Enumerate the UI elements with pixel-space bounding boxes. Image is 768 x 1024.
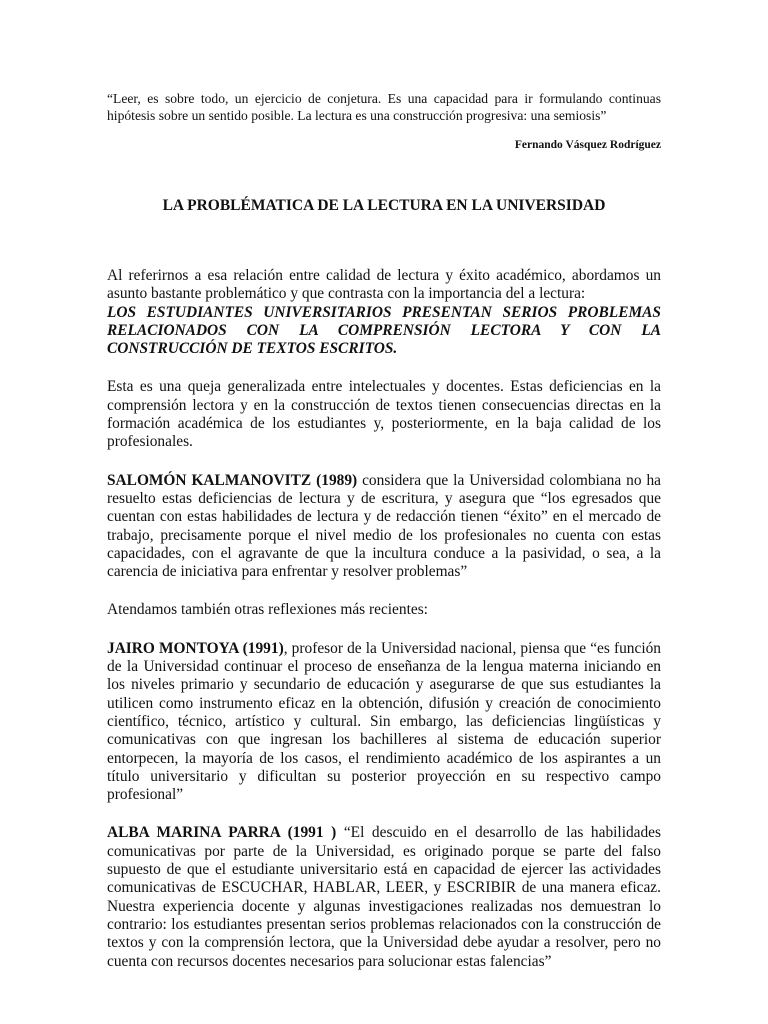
transition-paragraph: Atendamos también otras reflexiones más recientes:	[107, 601, 428, 619]
montoya-paragraph	[107, 640, 661, 805]
parra-paragraph	[107, 824, 661, 970]
epigraph-quote: “Leer, es sobre todo, un ejercicio de conjetura. Es una capacidad para ir formulando continuas hipótesis sobre un sentido posible. La lectura es una construcción progresiva: una semiosis”	[107, 91, 661, 123]
intro-paragraph: Al referirnos a esa relación entre calidad de lectura y éxito académico, abordamos un asunto bastante problemático y que contrasta con la importancia del a lectura:	[107, 267, 661, 303]
parra-text: “El descuido en el desarrollo de las habilidades comunicativas por parte de la Universidad, es originado porque se parte del falso supuesto de que el estudiante universitario está en capacidad de ejercer las actividades comunicativas de ESCUCHAR, HABLAR, LEER, y ESCRIBIR de una manera eficaz. Nuestra experiencia docente y algunas investigaciones realizadas nos demuestran lo contrario: los estudiantes presentan serios problemas relacionados con la construcción de textos y con la comprensión lectora, que la Universidad debe ayudar a resolver, pero no cuenta con recursos docentes necesarios para solucionar estas falencias”	[107, 824, 662, 970]
thesis-statement: LOS ESTUDIANTES UNIVERSITARIOS PRESENTAN SERIOS PROBLEMAS RELACIONADOS CON LA COMPRENSIÓN LECTORA Y CON LA CONSTRUCCIÓN DE TEXTOS ESCRITOS.	[107, 303, 661, 358]
kalmanovitz-name: SALOMÓN KALMANOVITZ (1989)	[107, 471, 358, 489]
complaint-paragraph: Esta es una queja generalizada entre intelectuales y docentes. Estas deficiencias en la comprensión lectora y en la construcción de textos tienen consecuencias directas en la formación académica de los estudiantes y, posteriormente, en la baja calidad de los profesionales.	[107, 378, 661, 451]
document-title: LA PROBLÉMATICA DE LA LECTURA EN LA UNIVERSIDAD	[162, 197, 606, 214]
parra-name: ALBA MARINA PARRA (1991 )	[107, 824, 337, 842]
kalmanovitz-paragraph	[107, 472, 661, 582]
montoya-text: , profesor de la Universidad nacional, piensa que “es función de la Universidad continuar el proceso de enseñanza de la lengua materna iniciando en los niveles primario y secundario de educación y asegurarse de que sus estudiantes la utilicen como instrumento eficaz en la obtención, difusión y creación de conocimiento científico, técnico, artístico y cultural. Sin embargo, las deficiencias lingüísticas y comunicativas con que ingresan los bachilleres al sistema de educación superior entorpecen, la mayoría de los casos, el rendimiento académico de los aspirantes a un título universitario y dificultan su posterior proyección en su respectivo campo profesional”	[107, 639, 661, 804]
epigraph-author: Fernando Vásquez Rodríguez	[514, 139, 661, 151]
montoya-name: JAIRO MONTOYA (1991)	[107, 639, 284, 657]
document-page	[107, 90, 661, 971]
kalmanovitz-text: considera que la Universidad colombiana no ha resuelto estas deficiencias de lectura y de escritura, y asegura que “los egresados que cuentan con estas habilidades de lectura y de redacción tienen “éxito” en el mercado de trabajo, precisamente porque el nivel medio de los profesionales no cuenta con estas capacidades, con el agravante de que la incultura conduce a la pasividad, o sea, a la carencia de iniciativa para enfrentar y resolver problemas”	[107, 471, 661, 581]
